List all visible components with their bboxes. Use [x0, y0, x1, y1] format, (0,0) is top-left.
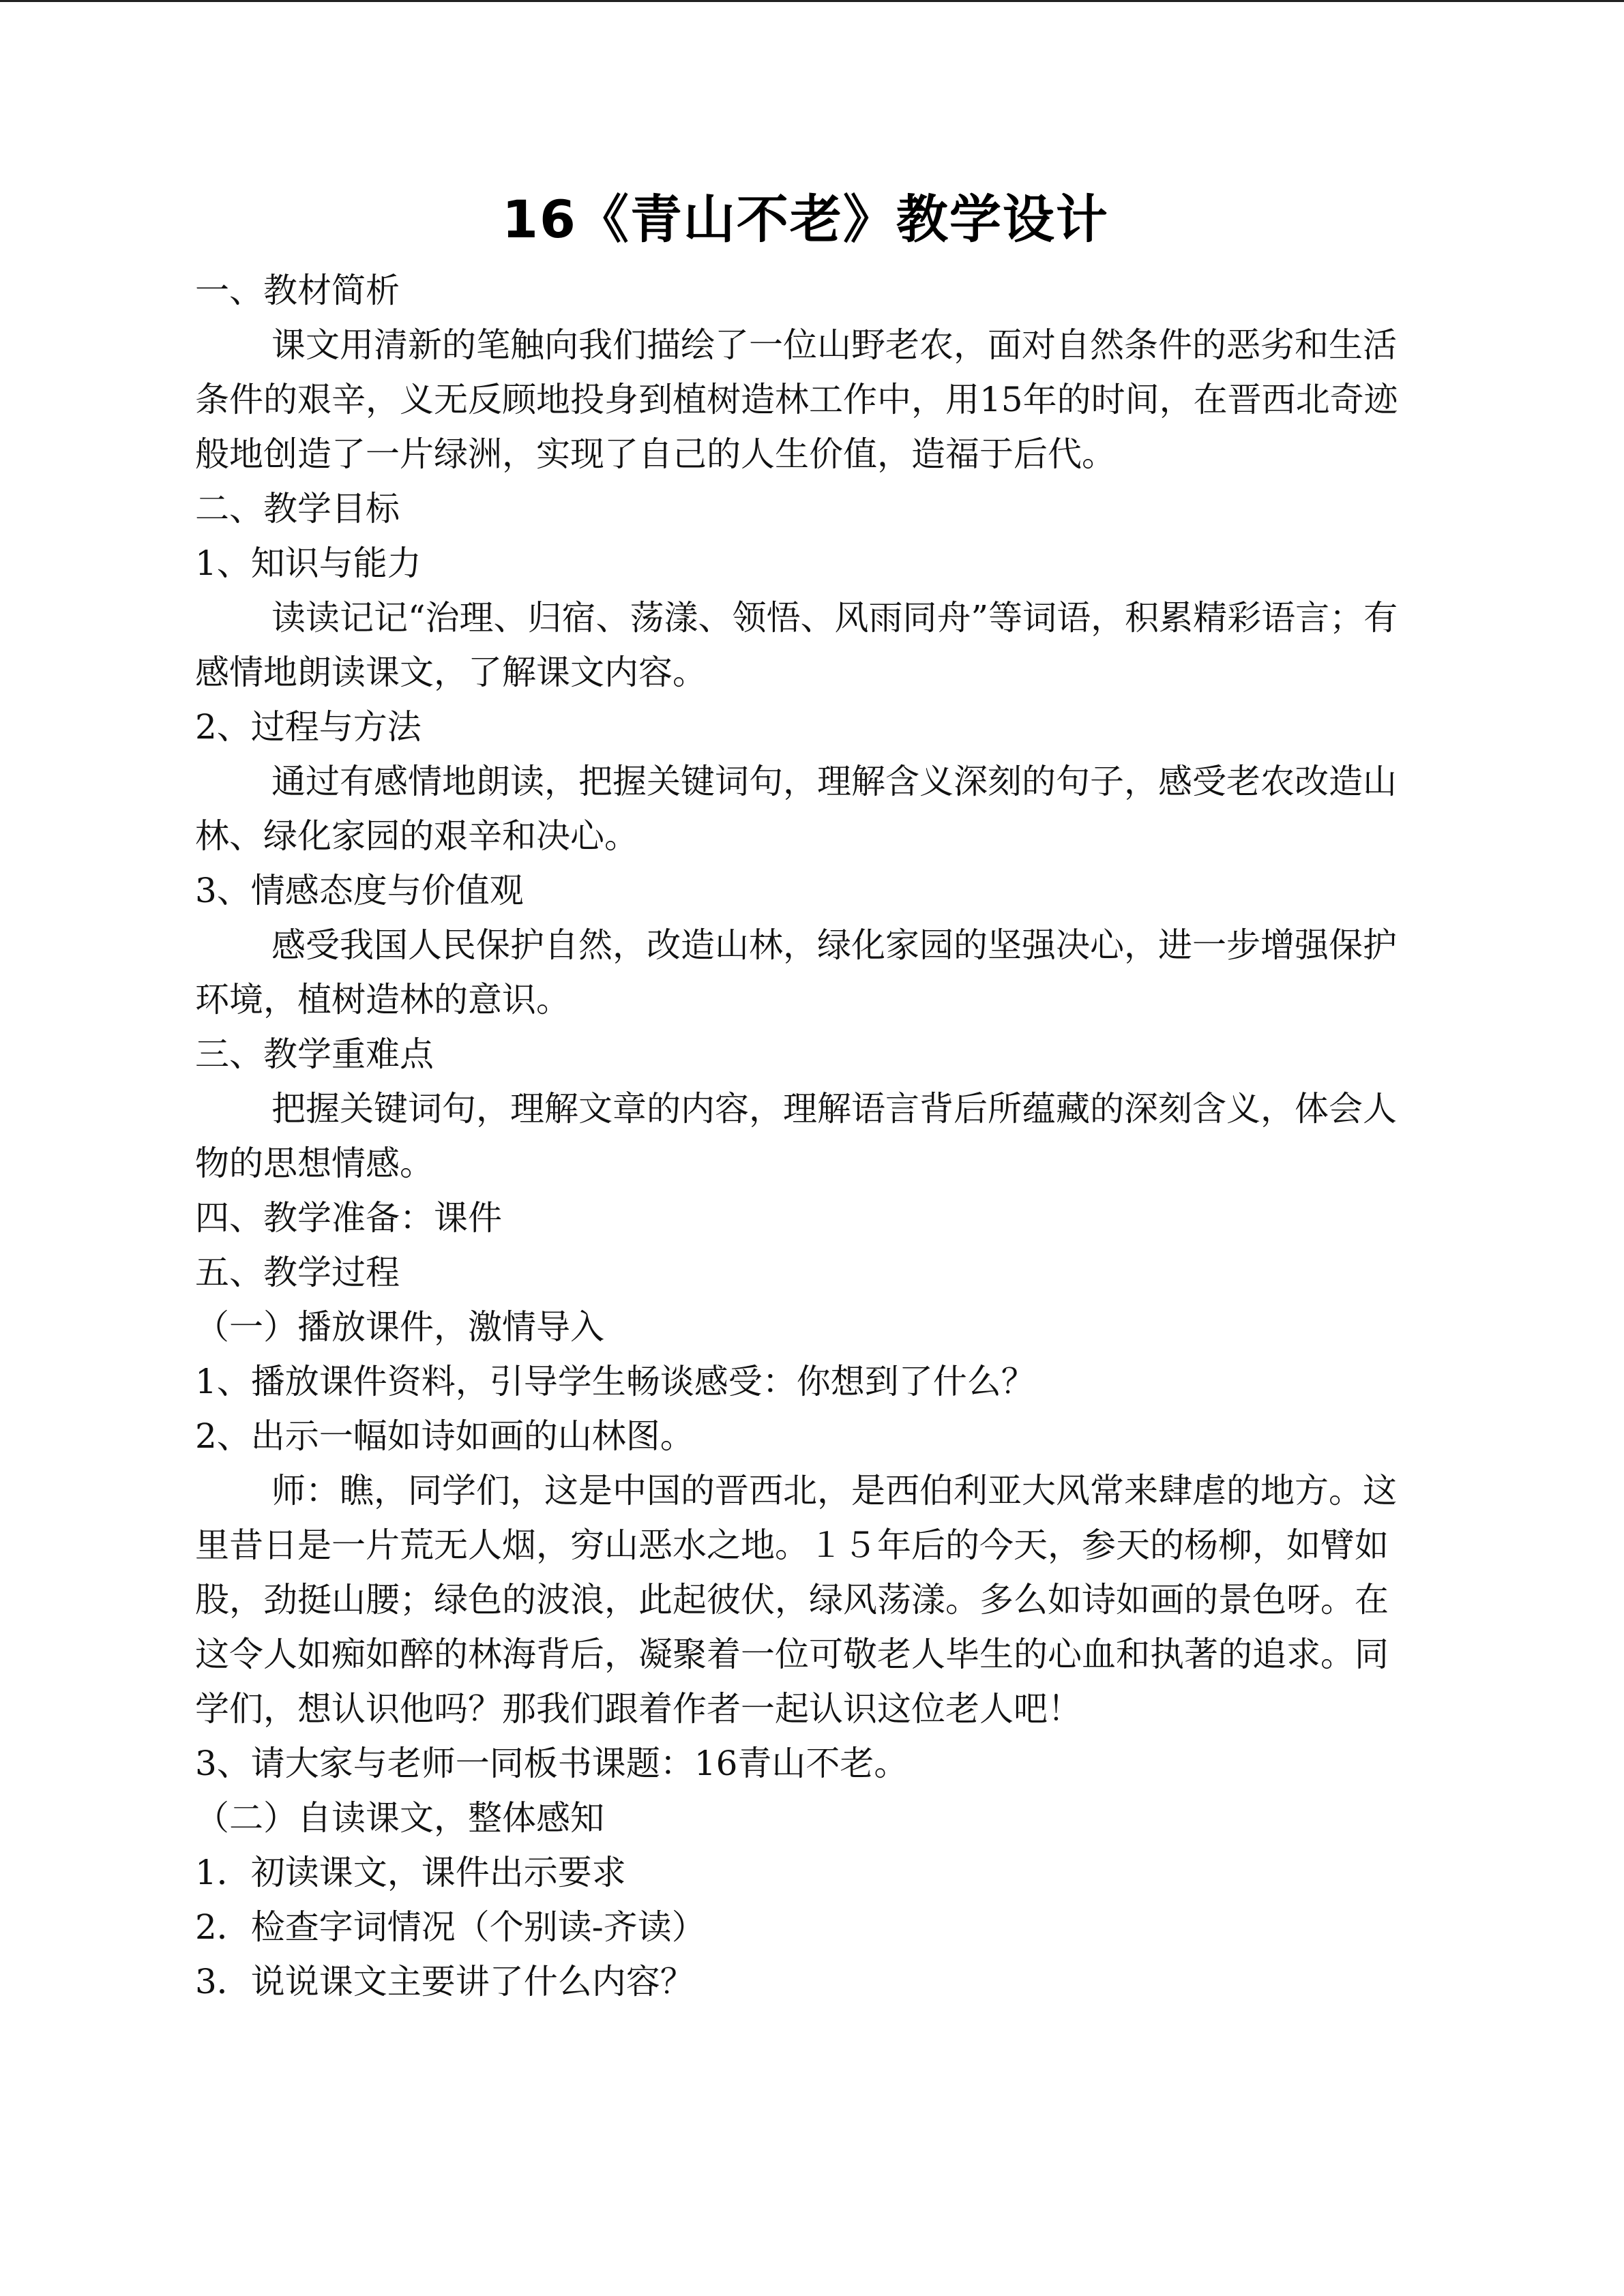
- paragraph-emotion-values: 感受我国人民保护自然，改造山林，绿化家园的坚强决心，进一步增强保护环境，植树造林的意识。: [195, 925, 1397, 1019]
- section-heading-5: 五、教学过程: [195, 1253, 400, 1292]
- list-item-reading-1: 1．初读课文，课件出示要求: [195, 1853, 626, 1892]
- list-item-intro-3: 3、请大家与老师一同板书课题：16青山不老。: [195, 1744, 909, 1783]
- section-heading-3: 三、教学重难点: [195, 1034, 434, 1074]
- list-item-intro-2: 2、出示一幅如诗如画的山林图。: [195, 1416, 694, 1456]
- subheading-process-method: 2、过程与方法: [195, 707, 422, 747]
- section-heading-2: 二、教学目标: [195, 489, 400, 528]
- subheading-knowledge-ability: 1、知识与能力: [195, 543, 422, 583]
- paragraph-textbook-analysis: 课文用清新的笔触向我们描绘了一位山野老农，面对自然条件的恶劣和生活条件的艰辛，义无反顾地投身到植树造林工作中，用15年的时间，在晋西北奇迹般地创造了一片绿洲，实现了自己的人生价值，造福于后代。: [195, 325, 1398, 474]
- paragraph-key-difficulties: 把握关键词句，理解文章的内容，理解语言背后所蕴藏的深刻含义，体会人物的思想情感。: [195, 1089, 1397, 1183]
- list-item-reading-2: 2．检查字词情况（个别读-齐读）: [195, 1907, 706, 1947]
- paragraph-teacher-speech: 师：瞧，同学们，这是中国的晋西北，是西伯利亚大风常来肆虐的地方。这里昔日是一片荒无人烟，穷山恶水之地。１５年后的今天，参天的杨柳，如臂如股，劲挺山腰；绿色的波浪，此起彼伏，绿风荡漾。多么如诗如画的景色呀。在这令人如痴如醉的林海背后，凝聚着一位可敬老人毕生的心血和执著的追求。同学们，想认识他吗？那我们跟着作者一起认识这位老人吧！: [195, 1471, 1397, 1729]
- subheading-emotion-values: 3、情感态度与价值观: [195, 871, 524, 910]
- section-heading-1: 一、教材简析: [195, 271, 400, 310]
- subheading-intro: （一）播放课件，激情导入: [195, 1307, 604, 1347]
- page-top-border: [0, 0, 1624, 2]
- section-heading-4: 四、教学准备：课件: [195, 1198, 502, 1238]
- document-page: [195, 176, 1416, 2009]
- subheading-self-reading: （二）自读课文，整体感知: [195, 1798, 604, 1838]
- list-item-reading-3: 3．说说课文主要讲了什么内容？: [195, 1962, 694, 2001]
- paragraph-knowledge-ability: 读读记记“治理、归宿、荡漾、领悟、风雨同舟”等词语，积累精彩语言；有感情地朗读课文，了解课文内容。: [195, 598, 1398, 692]
- document-title: 16《青山不老》教学设计: [502, 189, 1109, 250]
- list-item-intro-1: 1、播放课件资料，引导学生畅谈感受：你想到了什么？: [195, 1362, 1035, 1401]
- paragraph-process-method: 通过有感情地朗读，把握关键词句，理解含义深刻的句子，感受老农改造山林、绿化家园的艰辛和决心。: [195, 762, 1397, 856]
